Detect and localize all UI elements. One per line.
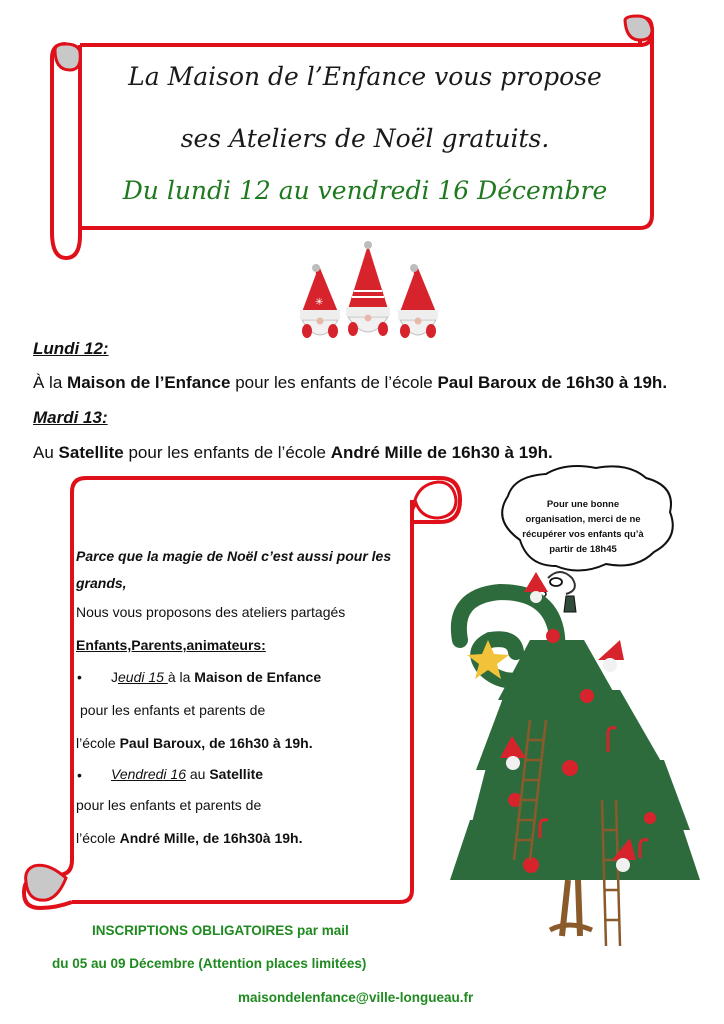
family-intro-1: Parce que la magie de Noël c’est aussi pour les xyxy=(76,548,392,564)
title-line-1: La Maison de l’Enfance vous propose xyxy=(128,62,602,91)
gnome-trio xyxy=(300,241,438,338)
item1-line1: Jeudi 15 à la Maison de Enfance xyxy=(111,669,322,685)
contact-email-link[interactable]: maisondelenfance@ville-longueau.fr xyxy=(238,990,474,1005)
item1-line2: pour les enfants et parents de xyxy=(80,702,266,718)
tuesday-label: Mardi 13: xyxy=(33,408,108,427)
item2-line2: pour les enfants et parents de xyxy=(76,797,262,813)
tuesday-line: Au Satellite pour les enfants de l’école André Mille de 16h30 à 19h. xyxy=(33,443,553,462)
christmas-tree xyxy=(450,572,700,946)
bullet-2: • xyxy=(77,767,82,783)
svg-text:✳: ✳ xyxy=(315,297,324,308)
item1-line3: l’école Paul Baroux, de 16h30 à 19h. xyxy=(76,735,313,751)
registration-dates: du 05 au 09 Décembre (Attention places limitées) xyxy=(52,956,367,971)
title-line-2: ses Ateliers de Noël gratuits. xyxy=(180,124,550,153)
registration-notice: INSCRIPTIONS OBLIGATOIRES par mail xyxy=(92,923,349,938)
family-proposal: Nous vous proposons des ateliers partagés xyxy=(76,604,346,620)
family-intro-2: grands, xyxy=(76,575,127,591)
title-dates: Du lundi 12 au vendredi 16 Décembre xyxy=(122,176,608,205)
item2-line3: l’école André Mille, de 16h30à 19h. xyxy=(76,830,303,846)
monday-label: Lundi 12: xyxy=(33,339,109,358)
family-participants: Enfants,Parents,animateurs: xyxy=(76,637,266,653)
bullet-1: • xyxy=(77,669,82,685)
item2-line1: Vendredi 16 au Satellite xyxy=(111,766,264,782)
monday-line: À la Maison de l’Enfance pour les enfants de l’école Paul Baroux de 16h30 à 19h. xyxy=(33,373,668,392)
bubble-text: Pour une bonne organisation, merci de ne récupérer vos enfants qu’à partir de 18h45 xyxy=(522,499,644,555)
